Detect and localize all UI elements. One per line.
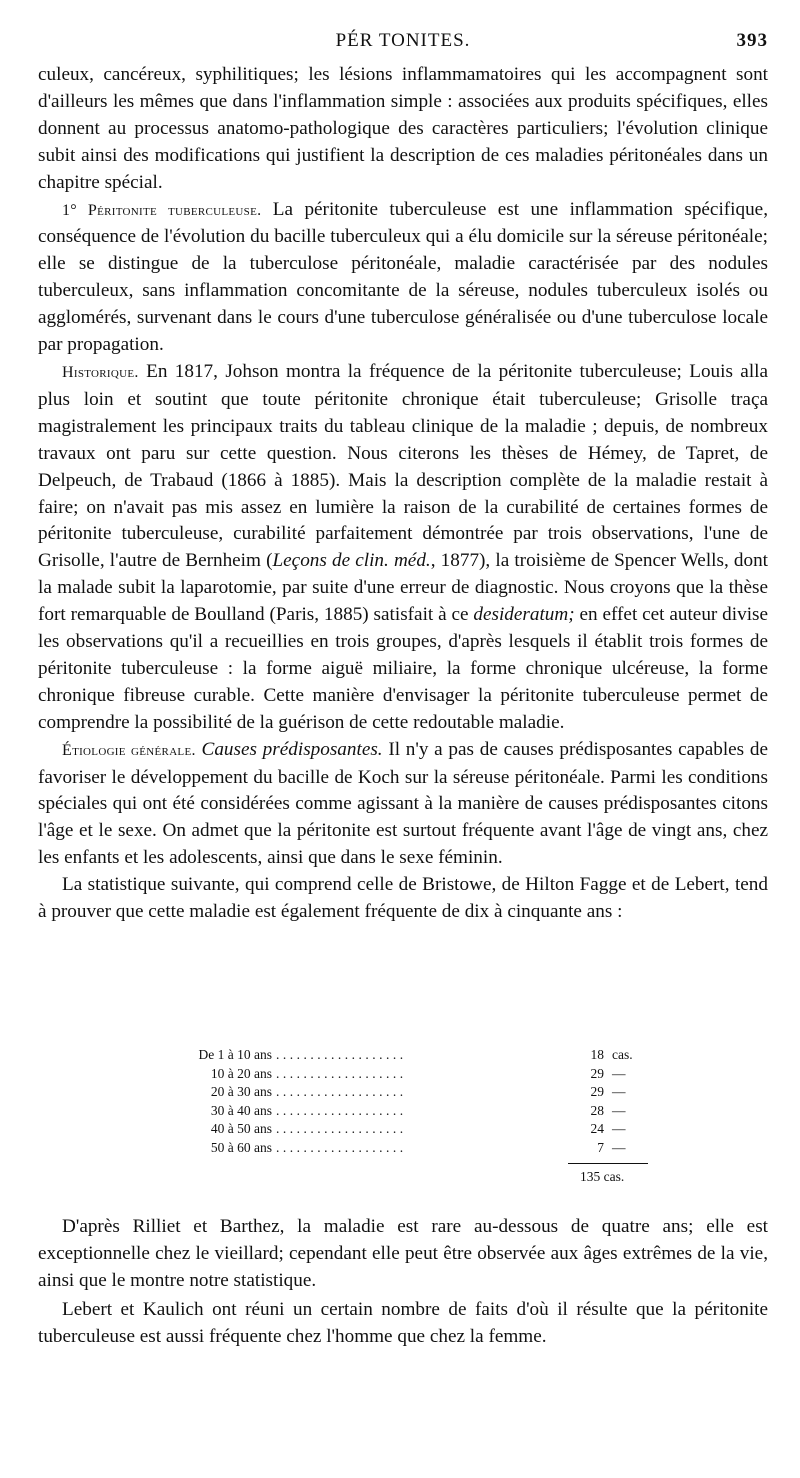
main-text — [38, 62, 768, 926]
section-heading: Étiologie générale. — [62, 741, 196, 759]
paragraph-peritonite-tuberculeuse: 1° Péritonite tuberculeuse. La péritonite tuberculeuse est une inflammation spécifique, conséquence de l'évolution du bacille tuberculeux qui a élu domicile sur la séreuse péritonéale; elle se distingue de la tuberculose péritonéale, maladie caractérisée par des nodules tuberculeux, sans inflammation concomitante de la séreuse, nodules tuberculeux isolés ou agglomérés, survenant dans le cours d'une tuberculose généralisée ou d'une tuberculose locale par propagation. — [38, 198, 769, 356]
paragraph-rilliet-barthez: D'après Rilliet et Barthez, la maladie est rare au-dessous de quatre ans; elle est exceptionnelle chez le vieillard; cependant elle peut être observée aux âges extrêmes de la vie, ainsi que le montre notre statistique. — [38, 1216, 768, 1291]
table-row: 40 à 50 ans ................... 24 — — [210, 1121, 626, 1136]
total-count: 135 cas. — [580, 1169, 625, 1184]
running-header — [38, 30, 768, 58]
paragraph-statistique: La statistique suivante, qui comprend celle de Bristowe, de Hilton Fagge et de Lebert, tend à prouver que cette maladie est également fréquente de dix à cinquante ans : — [38, 874, 768, 923]
statistics-table — [150, 1046, 650, 1184]
section-heading: 1° Péritonite tuberculeuse. — [62, 201, 262, 219]
page-number: 393 — [736, 30, 768, 51]
paragraph-lebert-kaulich: Lebert et Kaulich ont réuni un certain nombre de faits d'où il résulte que la péritonite tuberculeuse est aussi fréquente chez l'homme que chez la femme. — [38, 1298, 768, 1347]
main-text-continued — [38, 1214, 768, 1353]
paragraph-1: culeux, cancéreux, syphilitiques; les lésions inflammamatoires qui les accompagnent sont d'ailleurs les mêmes que dans l'inflammation simple : associées aux produits spécifiques, elles donnent au processus anatomo-pathologique des caractères particuliers; l'évolution clinique subit ainsi des modifications qui justifient la description de ces maladies péritonéales dans un chapitre spécial. — [38, 64, 768, 193]
table-row: 20 à 30 ans ................... 29 — — [210, 1084, 626, 1099]
paragraph-historique: Historique. En 1817, Johson montra la fréquence de la péritonite tuberculeuse; Louis alla plus loin et soutint que toute péritonite chronique était tuberculeuse; Grisolle traça magistralement les principaux traits du tableau clinique de la maladie ; depuis, de nombreux travaux ont paru sur cette question. Nous citerons les thèses de Hémey, de Tapret, de Delpeuch, de Trabaud (1866 à 1885). Mais la description complète de la maladie restait à faire; on n'avait pas mis assez en lumière la raison de la curabilité de certaines formes de péritonite tuberculeuse, curabilité parfaitement démontrée par trois observations, l'une de Grisolle, l'autre de Bernheim (Leçons de clin. méd., 1877), la troisième de Spencer Wells, dont la malade subit la laparotomie, par suite d'une erreur de diagnostic. Nous croyons que la thèse fort remarquable de Boulland (Paris, 1885) satisfait à ce desideratum; en effet cet auteur divise les observations qu'il a recueillies en trois groupes, d'après lesquels il établit trois formes de péritonite tuberculeuse : la forme aiguë miliaire, la forme chronique ulcéreuse, la forme chronique fibreuse curable. Cette manière d'envisager la péritonite tuberculeuse permet de comprendre la possibilité de la guérison de cette redoutable maladie. — [38, 360, 769, 733]
total-rule — [568, 1163, 648, 1164]
section-heading: Historique. — [62, 363, 139, 381]
table-row: De 1 à 10 ans ................... 18 cas. — [198, 1047, 633, 1062]
table-row: 50 à 60 ans ................... 7 — — [210, 1139, 626, 1155]
paragraph-etiologie: Étiologie générale. Causes prédisposantes. Il n'y a pas de causes prédisposantes capables de favoriser le développement du bacille de Koch sur la séreuse péritonéale. Parmi les conditions spéciales qui ont été considérées comme agissant à la manière de causes prédisposantes citons l'âge et le sexe. On admet que la péritonite est surtout fréquente avant l'âge de vingt ans, chez les enfants et les adolescents, ainsi que dans le sexe féminin. — [38, 738, 768, 869]
table-row: 30 à 40 ans ................... 28 — — [210, 1102, 626, 1118]
table-row: 10 à 20 ans ................... 29 — — [210, 1065, 626, 1081]
header-title: PÉR TONITES. — [335, 30, 471, 51]
